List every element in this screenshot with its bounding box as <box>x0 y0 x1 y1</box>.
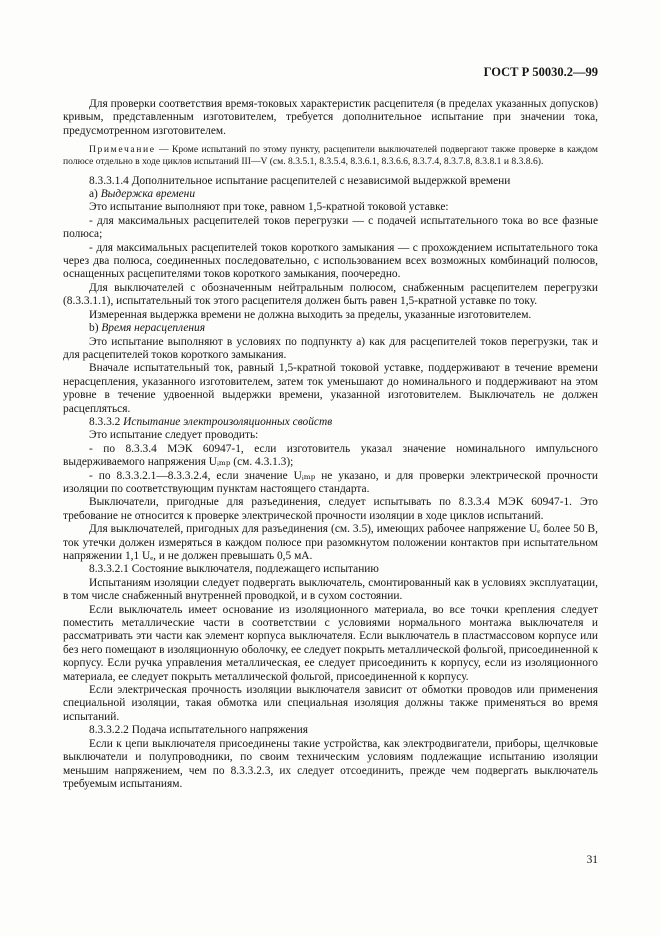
subheading-title: Выдержка времени <box>100 188 196 201</box>
subheading-lead: b) <box>89 322 102 335</box>
note-text: — Кроме испытаний по этому пункту, расцепители выключателей подвергают также проверке в каждом полюсе отдельно в ходе циклов испытаний III—V (см. 8.3.5.1, 8.3.5.4, 8.3.6.1, 8.3.6.6, 8.3.7.4, 8.3.7.8, 8.3.8.1 и 8.3.8.6). <box>63 144 598 168</box>
subheading <box>63 322 598 335</box>
note-paragraph <box>63 144 598 168</box>
list-item: - для максимальных расцепителей токов перегрузки — с подачей испытательного тока во все фазные полюса; <box>63 214 598 241</box>
paragraph: Если к цепи выключателя присоединены такие устройства, как электродвигатели, приборы, щелчковые выключатели и полупроводники, по своим техническим условиям подлежащие испытанию изоляции меньшим напряжением, чем по 8.3.3.2.3, их следует отсоединить, прежде чем подвергать выключатель требуемым испытаниям. <box>63 737 598 790</box>
list-item: - для максимальных расцепителей токов короткого замыкания — с прохождением испытательного тока через два полюса, соединенных последовательно, с использованием всех возможных комбинаций полюсов, оснащенных расцепителями токов короткого замыкания, поочередно. <box>63 241 598 281</box>
paragraph: Измеренная выдержка времени не должна выходить за пределы, указанные изготовителем. <box>89 308 532 321</box>
paragraph: Для выключателей с обозначенным нейтральным полюсом, снабженным расцепителем перегрузки (8.3.3.1.1), испытательный ток этого расцепителя должен быть равен 1,5-кратной уставке по току. <box>63 281 598 308</box>
section-number: 8.3.3.2 <box>89 415 124 428</box>
paragraph: Если выключатель имеет основание из изоляционного материала, во все точки крепления следует поместить металлические части в соответствии с условиями нормального монтажа выключателя и рассматривать эти части как элемент корпуса выключателя. Если выключатель в пластмассовом корпусе или без него помещают в изоляционную оболочку, ее следует покрыть металлической фольгой, присоединенной к корпусу. Если ручка управления металлическая, ее следует присоединить к корпусу, если из изоляционного материала, ее следует покрыть металлической фольгой, присоединенной к корпусу. <box>63 603 598 683</box>
paragraph: Если электрическая прочность изоляции выключателя зависит от обмотки проводов или применения специальной изоляции, такая обмотка или специальная изоляция должны также применяться во время испытаний. <box>63 684 598 723</box>
subheading-lead: а) <box>89 188 101 201</box>
subheading-title: Время нерасцепления <box>101 322 206 335</box>
section-heading <box>63 416 598 429</box>
section-heading: 8.3.3.2.1 Состояние выключателя, подлежащего испытанию <box>89 563 379 576</box>
paragraph: Для проверки соответствия время-токовых характеристик расцепителя (в пределах указанных допусков) кривым, представленным изготовителем, требуется дополнительное испытание при значении тока, предусмотренном изготовителем. <box>63 98 598 137</box>
paragraph: Это испытание выполняют в условиях по подпункту а) как для расцепителей токов перегрузки, так и для расцепителей токов короткого замыкания. <box>63 335 598 361</box>
list-item: - по 8.3.3.4 МЭК 60947-1, если изготовитель указал значение номинального импульсного выдерживаемого напряжения Uᵢₘₚ (см. 4.3.1.3); <box>63 442 598 469</box>
paragraph: Вначале испытательный ток, равный 1,5-кратной токовой уставке, поддерживают в течение времени нерасцепления, указанного изготовителем, затем ток уменьшают до номинального и поддерживают на этом уровне в течение удвоенной выдержки времени, указанной изготовителем. Выключатель не должен расцепляться. <box>63 362 598 415</box>
section-title: Испытание электроизоляционных свойств <box>123 415 333 428</box>
page-number: 31 <box>586 854 598 866</box>
list-item: - по 8.3.3.2.1—8.3.3.2.4, если значение Uᵢₘₚ не указано, и для проверки электрической прочности изоляции по соответствующим пунктам настоящего стандарта. <box>63 469 598 495</box>
paragraph: Испытаниям изоляции следует подвергать выключатель, смонтированный как в условиях эксплуатации, в том числе снабженный внутренней проводкой, и в сухом состоянии. <box>63 576 598 603</box>
paragraph: Выключатели, пригодные для разъединения, следует испытывать по 8.3.3.4 МЭК 60947-1. Это требование не относится к проверке электрической прочности изоляции в ходе циклов испытаний. <box>63 496 598 522</box>
document-code-header: ГОСТ Р 50030.2—99 <box>483 65 598 79</box>
paragraph: Это испытание следует проводить: <box>89 429 259 442</box>
paragraph: Это испытание выполняют при токе, равном 1,5-кратной токовой уставке: <box>89 201 449 214</box>
paragraph: Для выключателей, пригодных для разъединения (см. 3.5), имеющих рабочее напряжение Uₑ более 50 В, ток утечки должен измеряться в каждом полюсе при разомкнутом положении контактов при испытательном напряжении 1,1 Uₑ, и не должен превышать 0,5 мА. <box>63 523 598 562</box>
section-heading: 8.3.3.1.4 Дополнительное испытание расцепителей с независимой выдержкой времени <box>89 174 511 187</box>
page-body <box>63 98 598 791</box>
subheading <box>63 188 598 201</box>
note-label: Примечание <box>89 144 156 156</box>
section-heading: 8.3.3.2.2 Подача испытательного напряжения <box>89 724 308 737</box>
